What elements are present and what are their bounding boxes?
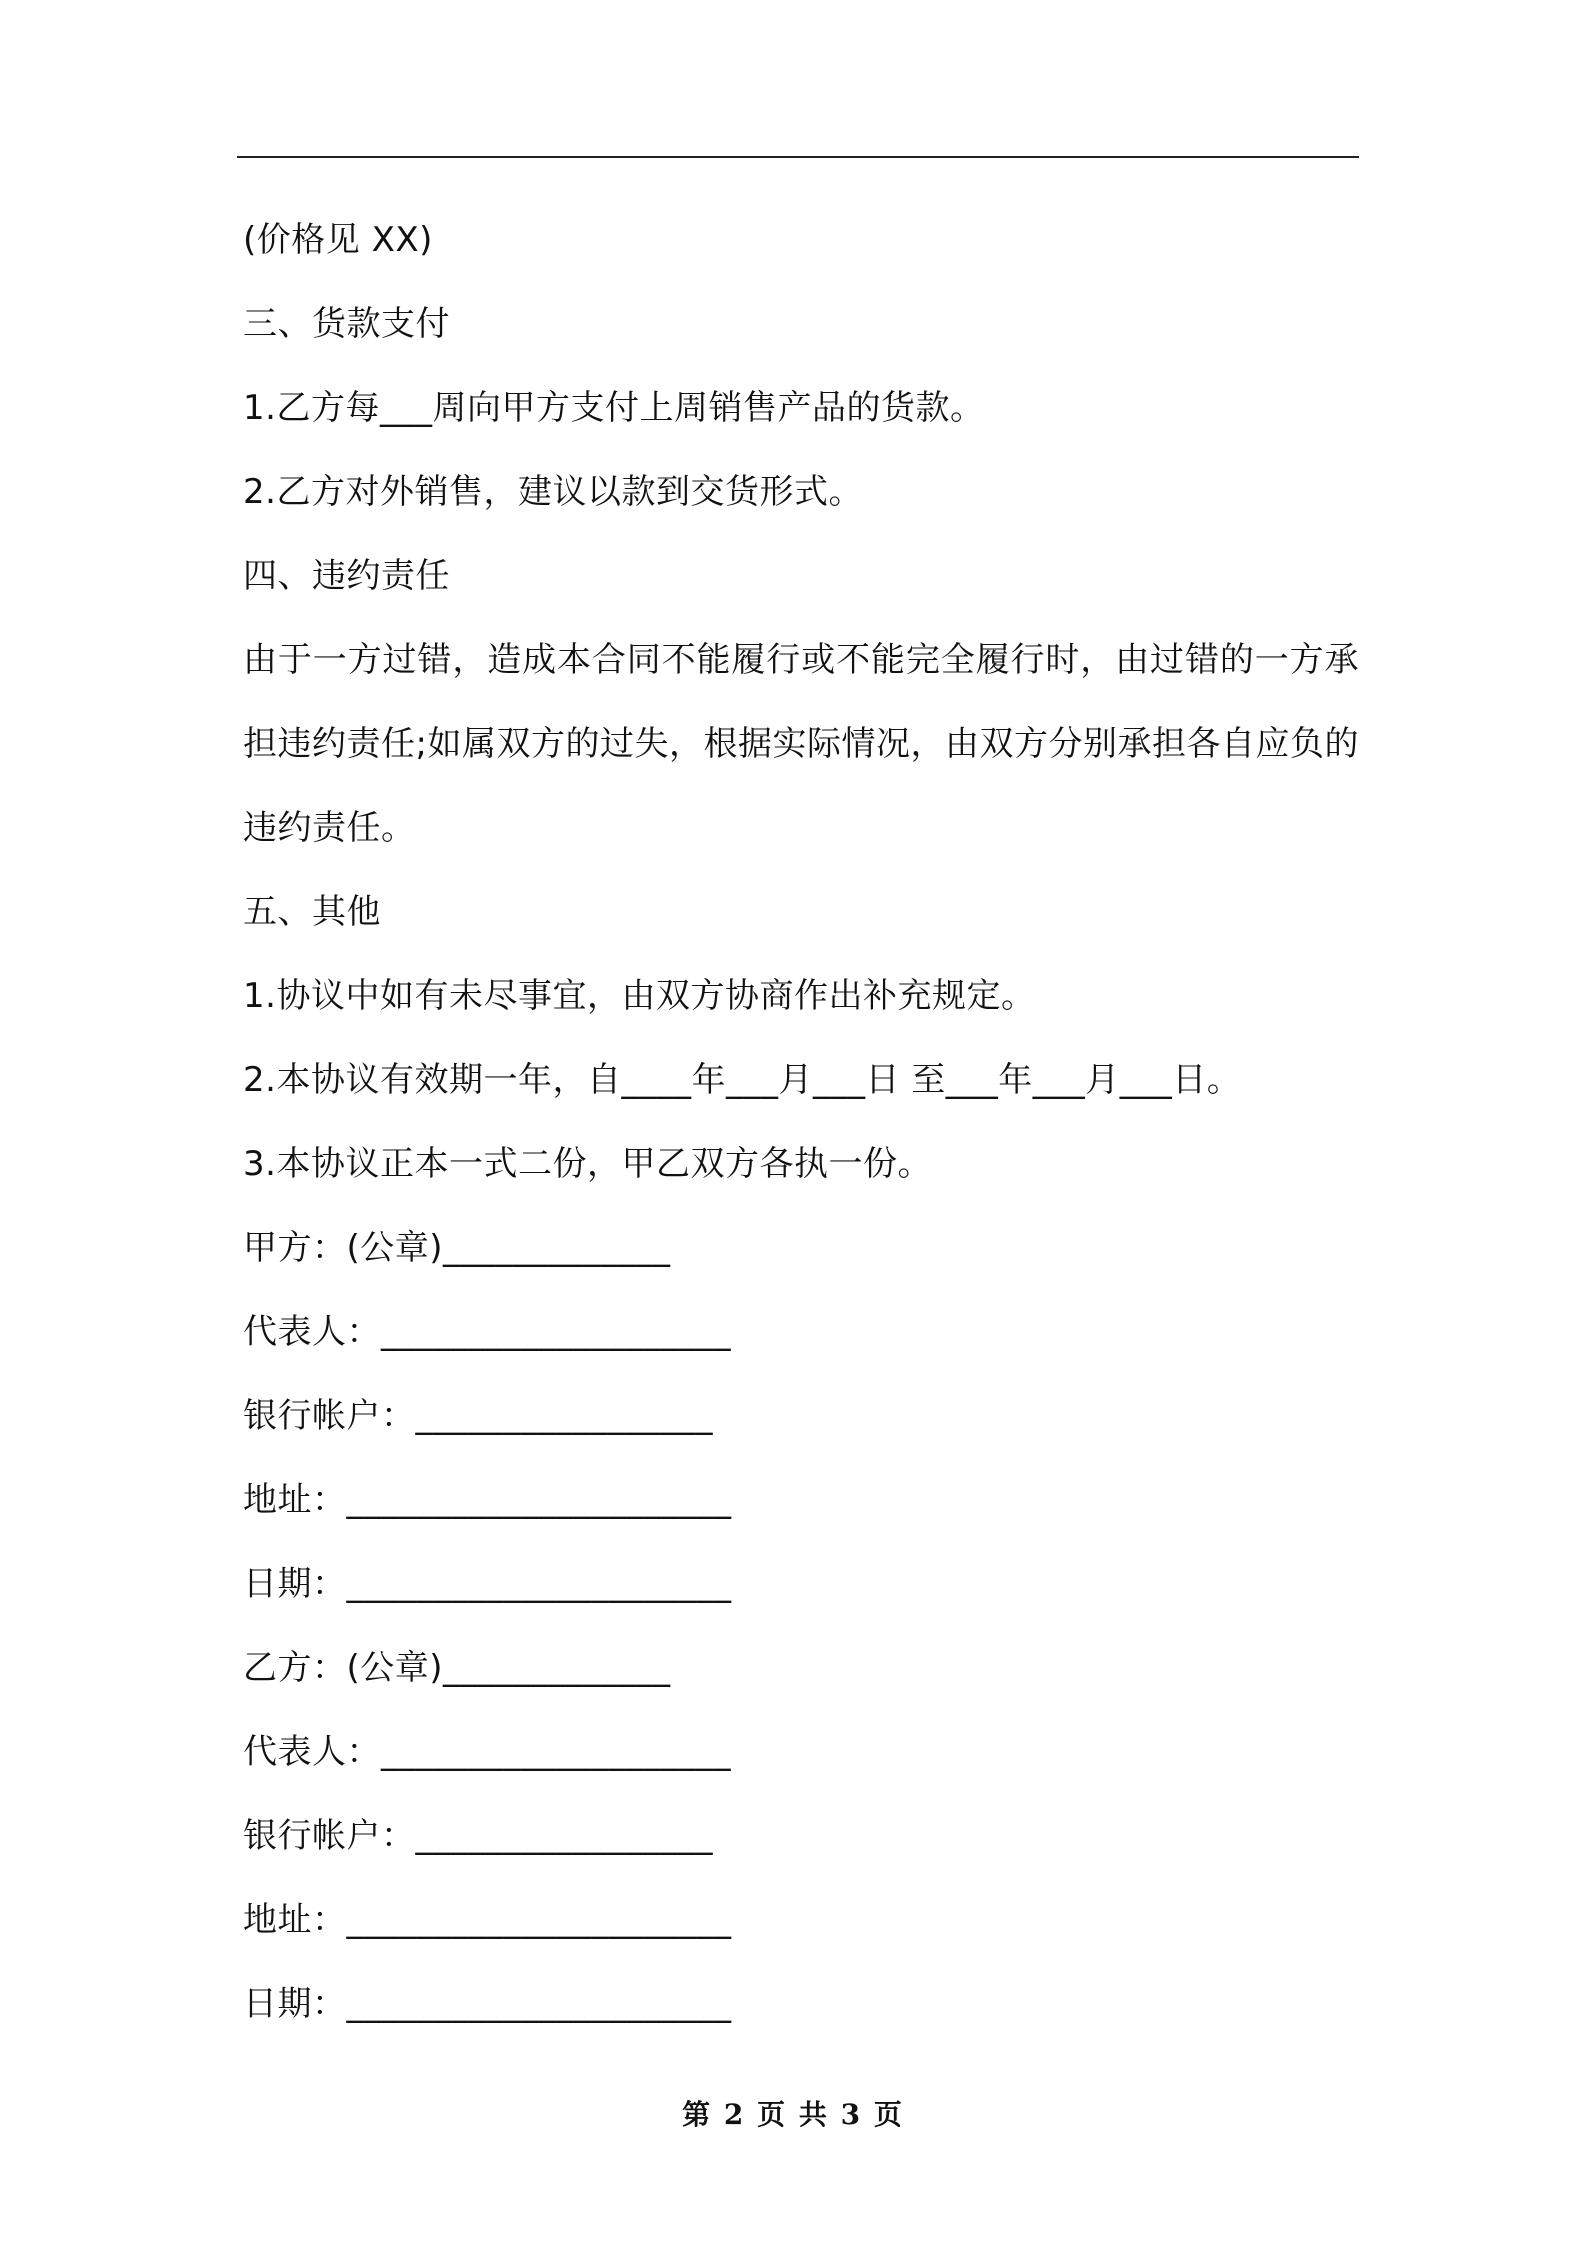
party-a-address-line: 地址：______________________ [243,1480,732,1520]
section-5-item-1: 1.协议中如有未尽事宜，由双方协商作出补充规定。 [243,976,1036,1016]
page-number-footer: 第 2 页 共 3 页 [682,2098,904,2131]
section-5-item-2: 2.本协议有效期一年，自____年___月___日 至___年___月___日。 [243,1060,1242,1100]
section-3-item-2: 2.乙方对外销售，建议以款到交货形式。 [243,472,863,512]
section-5-item-3: 3.本协议正本一式二份，甲乙双方各执一份。 [243,1144,932,1184]
party-a-bank-account-line: 银行帐户：_________________ [243,1396,713,1436]
section-3-item-1: 1.乙方每___周向甲方支付上周销售产品的货款。 [243,388,985,428]
price-note: (价格见 XX) [243,220,433,260]
party-a-date-line: 日期：______________________ [243,1564,732,1604]
party-b-seal-line: 乙方：(公章)_____________ [243,1648,671,1688]
section-5-heading: 五、其他 [243,892,381,932]
header-rule [237,156,1359,158]
party-a-seal-line: 甲方：(公章)_____________ [243,1228,671,1268]
party-b-representative-line: 代表人：____________________ [243,1732,731,1772]
section-4-body: 由于一方过错，造成本合同不能履行或不能完全履行时，由过错的一方承担违约责任;如属双方的过失，根据实际情况，由双方分别承担各自应负的违约责任。 [243,640,1359,848]
party-b-date-line: 日期：______________________ [243,1984,732,2024]
party-b-address-line: 地址：______________________ [243,1900,732,1940]
party-a-representative-line: 代表人：____________________ [243,1312,731,1352]
section-4-heading: 四、违约责任 [243,556,450,596]
document-body [243,198,1359,2046]
party-b-bank-account-line: 银行帐户：_________________ [243,1816,713,1856]
section-3-heading: 三、货款支付 [243,304,450,344]
